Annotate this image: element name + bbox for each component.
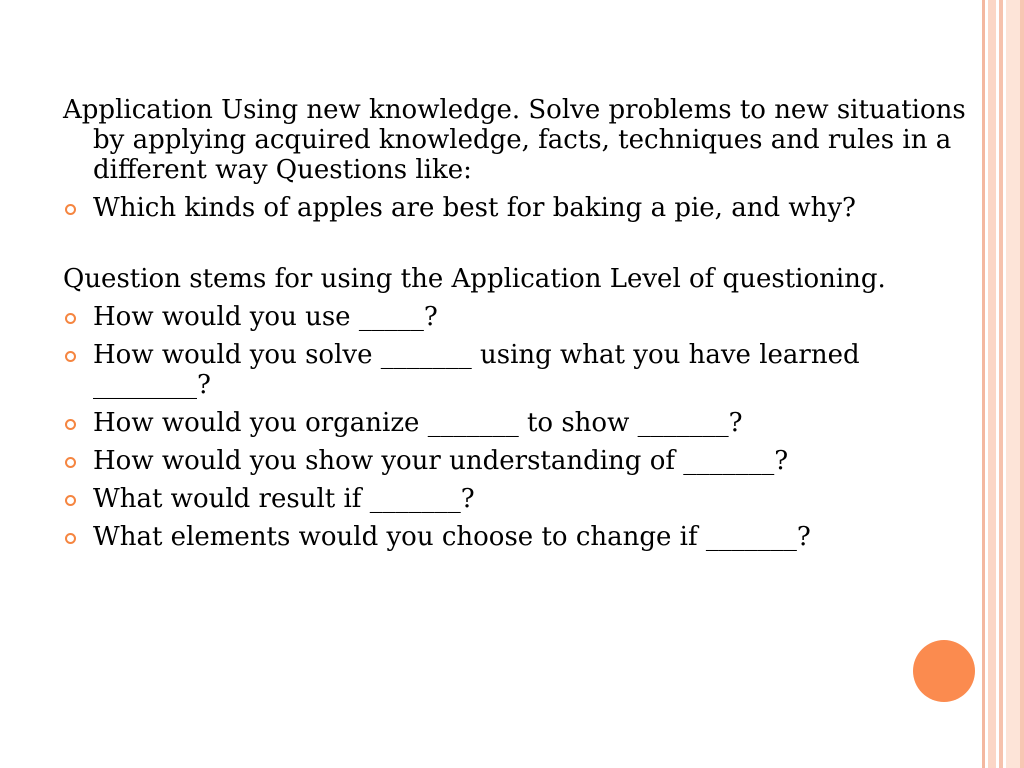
bullet-item [63, 408, 968, 438]
bullet-item [63, 302, 968, 332]
bullet-item [63, 522, 968, 552]
bullet-text: How would you use _____? [93, 302, 438, 332]
border-stripe [982, 0, 985, 768]
bullet-text: How would you solve _______ using what you have learned ________? [93, 340, 860, 400]
bullet-text: What elements would you choose to change if _______? [93, 522, 811, 552]
slide-body [63, 95, 968, 552]
bullet-item [63, 340, 968, 400]
bullet-icon [65, 351, 76, 362]
bullet-text: How would you organize _______ to show _______? [93, 408, 743, 438]
bullet-item [63, 446, 968, 476]
intro-paragraph: Application Using new knowledge. Solve problems to new situations by applying acquired knowledge, facts, techniques and rules in a different way Questions like: [63, 95, 966, 185]
bullet-icon [65, 495, 76, 506]
decorative-circle-icon [913, 640, 975, 702]
border-stripe [1006, 0, 1020, 768]
bullet-item [63, 193, 968, 223]
border-stripe [999, 0, 1003, 768]
bullet-icon [65, 313, 76, 324]
bullet-text: What would result if _______? [93, 484, 475, 514]
border-stripe [1020, 0, 1024, 768]
bullet-text: How would you show your understanding of _______? [93, 446, 789, 476]
bullet-icon [65, 457, 76, 468]
bullet-text: Which kinds of apples are best for baking a pie, and why? [93, 193, 856, 223]
bullet-icon [65, 533, 76, 544]
spacer [63, 223, 968, 264]
bullet-item [63, 484, 968, 514]
bullet-icon [65, 419, 76, 430]
border-stripe [988, 0, 996, 768]
bullet-icon [65, 204, 76, 215]
stems-heading: Question stems for using the Application Level of questioning. [63, 264, 886, 294]
